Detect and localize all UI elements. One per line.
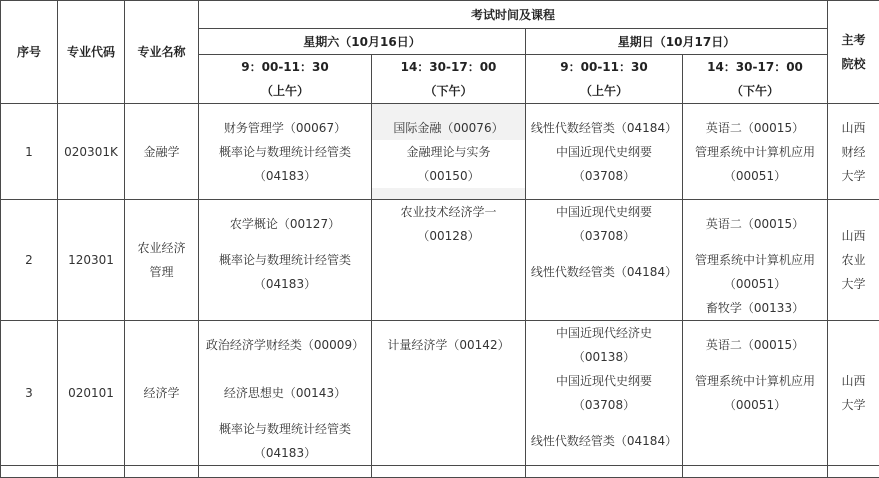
course-line: 管理系统中计算机应用 (683, 140, 827, 164)
course-cell-sun-pm (683, 200, 828, 321)
slot-period: （下午） (372, 79, 525, 103)
course-cell-sat-pm (372, 104, 526, 200)
header-sunday: 星期日（10月17日） (526, 29, 828, 55)
row-school (828, 321, 879, 466)
slot-period: （上午） (199, 79, 371, 103)
course-cell-sat-am (199, 321, 372, 466)
table-row (1, 321, 879, 466)
course-line: 管理系统中计算机应用 (683, 369, 827, 393)
row-school (828, 200, 879, 321)
course-line: 线性代数经管类（04184） (526, 260, 682, 284)
course-line: 概率论与数理统计经管类 (199, 417, 371, 441)
header-main-school-line: 院校 (828, 52, 879, 76)
course-cell-sun-am (526, 321, 683, 466)
name-line: 金融学 (125, 140, 198, 164)
slot-time: 9：00-11：30 (199, 55, 371, 79)
school-line: 大学 (828, 164, 879, 188)
course-line: （04183） (199, 441, 371, 465)
header-saturday: 星期六（10月16日） (199, 29, 526, 55)
row-name (125, 200, 199, 321)
name-line: 管理 (125, 260, 198, 284)
school-line: 大学 (828, 393, 879, 417)
row-name (125, 321, 199, 466)
course-cell-sun-pm (683, 104, 828, 200)
row-code: 020301K (58, 104, 125, 200)
course-line: 线性代数经管类（04184） (526, 116, 682, 140)
header-main-school (828, 1, 879, 104)
slot-period: （上午） (526, 79, 682, 103)
school-line: 大学 (828, 272, 879, 296)
course-line: 畜牧学（00133） (683, 296, 827, 320)
course-line: （00051） (683, 272, 827, 296)
header-seq: 序号 (1, 1, 58, 104)
slot-period: （下午） (683, 79, 827, 103)
course-line: （04183） (199, 164, 371, 188)
course-line: 中国近现代经济史 (526, 321, 682, 345)
course-line: （03708） (526, 224, 682, 248)
row-code: 020101 (58, 321, 125, 466)
row-seq: 2 (1, 200, 58, 321)
name-line: 经济学 (125, 381, 198, 405)
row-name (125, 104, 199, 200)
name-line: 农业经济 (125, 236, 198, 260)
course-line: 线性代数经管类（04184） (526, 429, 682, 453)
header-main-school-line: 主考 (828, 28, 879, 52)
course-line: 农学概论（00127） (199, 212, 371, 236)
course-line: 中国近现代史纲要 (526, 200, 682, 224)
course-line: （03708） (526, 393, 682, 417)
course-line: 英语二（00015） (683, 212, 827, 236)
table-row (1, 104, 879, 200)
course-line: 经济思想史（00143） (199, 381, 371, 405)
header-slot-sun-am (526, 55, 683, 104)
course-line: 管理系统中计算机应用 (683, 248, 827, 272)
table-row-partial (1, 466, 879, 478)
school-line: 农业 (828, 248, 879, 272)
course-line: 金融理论与实务 (372, 140, 525, 164)
course-cell-sat-am (199, 104, 372, 200)
course-line: 英语二（00015） (683, 333, 827, 357)
course-line: 中国近现代史纲要 (526, 140, 682, 164)
row-school (828, 104, 879, 200)
course-line: 英语二（00015） (683, 116, 827, 140)
course-line: （00128） (372, 224, 525, 248)
course-line: 农业技术经济学一 (372, 200, 525, 224)
course-cell-sat-pm (372, 200, 526, 321)
school-line: 山西 (828, 369, 879, 393)
header-exam-time-courses: 考试时间及课程 (199, 1, 828, 29)
course-cell-sat-pm (372, 321, 526, 466)
course-line: （04183） (199, 272, 371, 296)
school-line: 山西 (828, 116, 879, 140)
course-line: 政治经济学财经类（00009） (199, 333, 371, 357)
course-line: 国际金融（00076） (372, 116, 525, 140)
slot-time: 9：00-11：30 (526, 55, 682, 79)
header-slot-sat-am (199, 55, 372, 104)
course-line: （03708） (526, 164, 682, 188)
header-slot-sun-pm (683, 55, 828, 104)
row-seq: 3 (1, 321, 58, 466)
course-line: （00051） (683, 393, 827, 417)
course-line: （00150） (372, 164, 525, 188)
header-code: 专业代码 (58, 1, 125, 104)
course-cell-sun-am (526, 200, 683, 321)
slot-time: 14：30-17：00 (372, 55, 525, 79)
slot-time: 14：30-17：00 (683, 55, 827, 79)
course-cell-sun-am (526, 104, 683, 200)
course-line: 财务管理学（00067） (199, 116, 371, 140)
header-name: 专业名称 (125, 1, 199, 104)
row-seq: 1 (1, 104, 58, 200)
school-line: 财经 (828, 140, 879, 164)
header-slot-sat-pm (372, 55, 526, 104)
school-line: 山西 (828, 224, 879, 248)
course-line: 中国近现代史纲要 (526, 369, 682, 393)
course-line: （00138） (526, 345, 682, 369)
row-code: 120301 (58, 200, 125, 321)
table-row (1, 200, 879, 321)
course-line: （00051） (683, 164, 827, 188)
course-line: 概率论与数理统计经管类 (199, 248, 371, 272)
course-line: 计量经济学（00142） (372, 333, 525, 357)
course-cell-sat-am (199, 200, 372, 321)
course-cell-sun-pm (683, 321, 828, 466)
course-line: 概率论与数理统计经管类 (199, 140, 371, 164)
